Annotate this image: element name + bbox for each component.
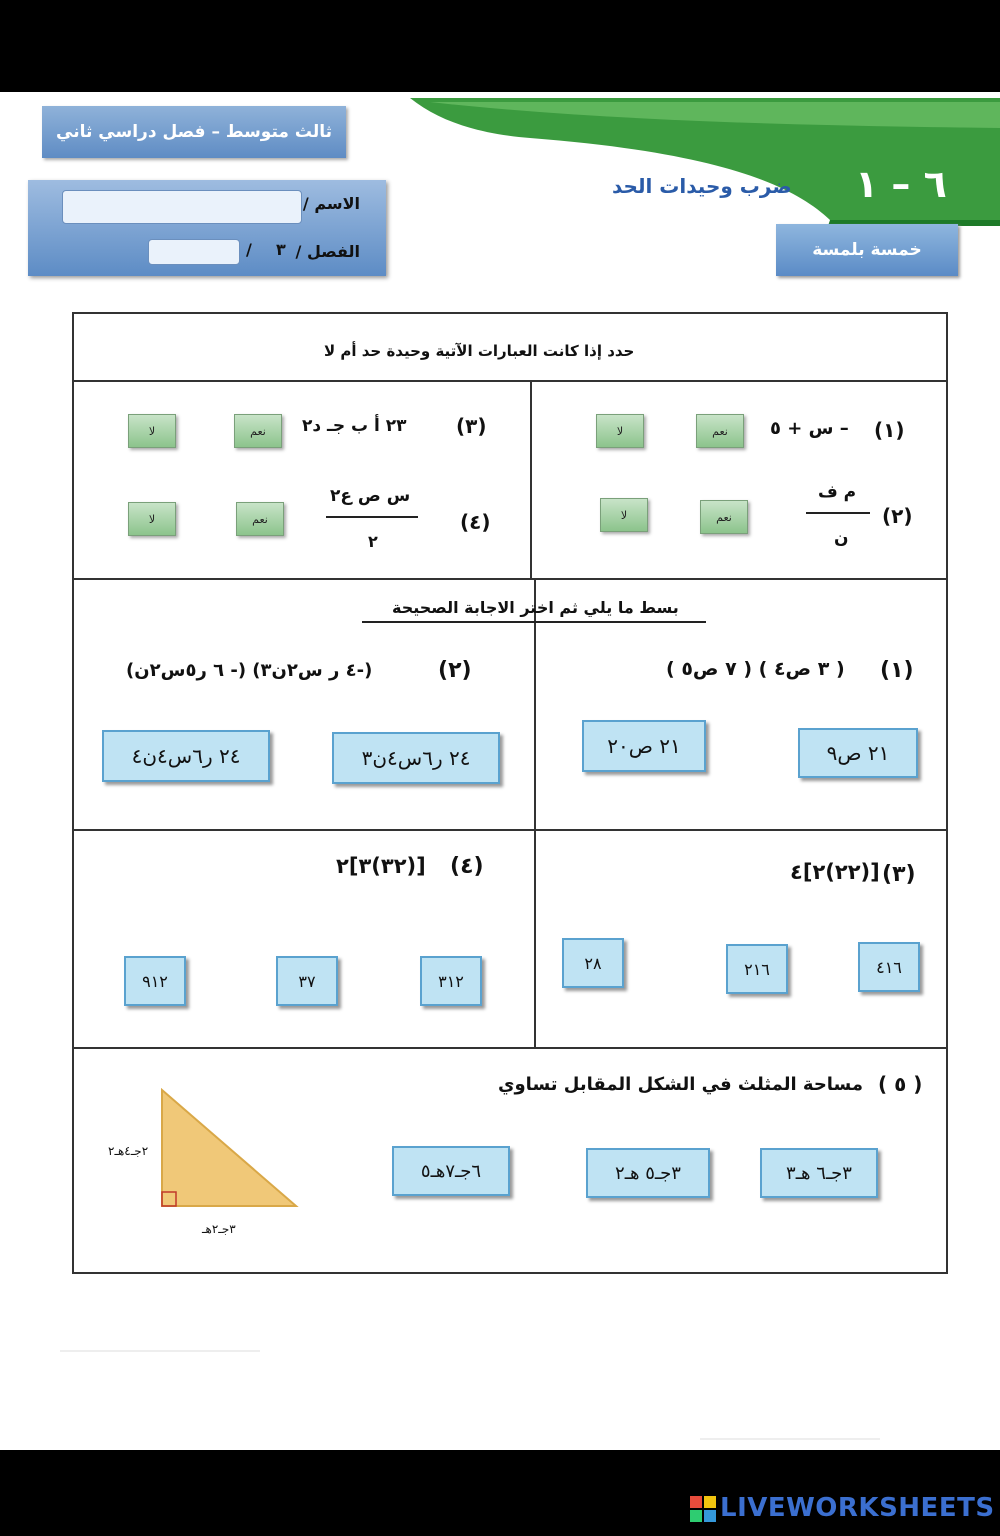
name-input[interactable] (62, 190, 302, 224)
p1-item3-yes-button[interactable]: نعم (234, 414, 282, 448)
part2-instruction-underline (362, 621, 706, 623)
q2-option-b[interactable]: ٢٤ ر٦س٤ن٤ (102, 730, 270, 782)
worksheet-page (0, 92, 1000, 1450)
p1-item1-no-button[interactable]: لا (596, 414, 644, 448)
triangle-figure (154, 1088, 304, 1214)
q5-option-c[interactable]: ٦جـ٧هـ٥ (392, 1146, 510, 1196)
q1-number: (١) (880, 658, 914, 683)
q1-option-a[interactable]: ٢١ ص٩ (798, 728, 918, 778)
p1-item1-expr: – س + ٥ (770, 418, 849, 439)
q5-number: ( ٥ ) (878, 1072, 923, 1096)
footer-brand: LIVEWORKSHEETS (720, 1493, 995, 1523)
q4-number: (٤) (450, 854, 484, 879)
p1-item3-number: (٣) (456, 414, 487, 438)
q2-number: (٢) (438, 658, 472, 683)
q3-option-b[interactable]: ٢١٦ (726, 944, 788, 994)
p1-item2-numerator: م ف (818, 482, 857, 502)
triangle-side-label: ٢جـ٤هـ٢ (108, 1144, 149, 1158)
q2-expr: (-٤ ر س٢ن٣) (- ٦ ر٥س٢ن) (126, 660, 373, 681)
q2-option-a[interactable]: ٢٤ ر٦س٤ن٣ (332, 732, 500, 784)
p1-item2-number: (٢) (882, 504, 913, 528)
q1-option-b[interactable]: ٢١ ص٢٠ (582, 720, 706, 772)
p1-item4-no-button[interactable]: لا (128, 502, 176, 536)
class-slash: / (246, 240, 252, 259)
q5-option-b[interactable]: ٣جـ٥ هـ٢ (586, 1148, 710, 1198)
p1-item4-yes-button[interactable]: نعم (236, 502, 284, 536)
q4-expr: [(٣٢)٣]٢ (336, 854, 426, 878)
p1-item1-number: (١) (874, 418, 905, 442)
liveworksheets-logo-icon (690, 1496, 716, 1522)
section-number: ٦ – ١ (855, 162, 947, 206)
p1-item2-fraction-bar (806, 512, 870, 514)
header-swoosh (410, 92, 1000, 227)
part1-instruction: حدد إذا كانت العبارات الآتية وحيدة حد أم لا (324, 342, 635, 360)
q1-expr: ( ٣ ص٤ ) ( ٧ ص٥ ) (666, 658, 845, 680)
p1-item1-yes-button[interactable]: نعم (696, 414, 744, 448)
q3-expr: [(٢٢)٢]٤ (790, 860, 880, 884)
q3-number: (٣) (882, 862, 916, 887)
q5-option-a[interactable]: ٣جـ٦ هـ٣ (760, 1148, 878, 1198)
triangle-base-label: ٣جـ٢هـ (202, 1222, 236, 1236)
class-number: ٣ (276, 240, 286, 259)
five-tag: خمسة بلمسة (776, 224, 958, 276)
p1-item4-numerator: س ص ع٢ (330, 486, 411, 506)
q4-option-c[interactable]: ٩١٢ (124, 956, 186, 1006)
part2-instruction: بسط ما يلي ثم اختر الاجابة الصحيحة (392, 598, 679, 617)
p1-item3-no-button[interactable]: لا (128, 414, 176, 448)
q3-option-a[interactable]: ٤١٦ (858, 942, 920, 992)
p1-item2-denominator: ن (834, 528, 849, 548)
questions-frame (72, 312, 948, 1274)
p1-item2-no-button[interactable]: لا (600, 498, 648, 532)
p1-item2-yes-button[interactable]: نعم (700, 500, 748, 534)
grade-tag: ثالث متوسط – فصل دراسي ثاني (42, 106, 346, 158)
p1-item3-expr: ٢٣ أ ب جـ د٢ (302, 416, 407, 436)
q3-option-c[interactable]: ٢٨ (562, 938, 624, 988)
p1-item4-fraction-bar (326, 516, 418, 518)
name-label: الاسم / (302, 194, 360, 213)
student-info-box (28, 180, 386, 276)
scan-mark (700, 1438, 880, 1440)
class-section-input[interactable] (148, 239, 240, 265)
q4-option-b[interactable]: ٣٧ (276, 956, 338, 1006)
q4-option-a[interactable]: ٣١٢ (420, 956, 482, 1006)
scan-mark (60, 1350, 260, 1352)
lesson-title: ضرب وحيدات الحد (612, 174, 792, 198)
p1-item4-number: (٤) (460, 510, 491, 534)
p1-item4-denominator: ٢ (368, 532, 378, 551)
q5-text: مساحة المثلث في الشكل المقابل تساوي (498, 1074, 864, 1095)
class-label: الفصل / (295, 242, 360, 261)
